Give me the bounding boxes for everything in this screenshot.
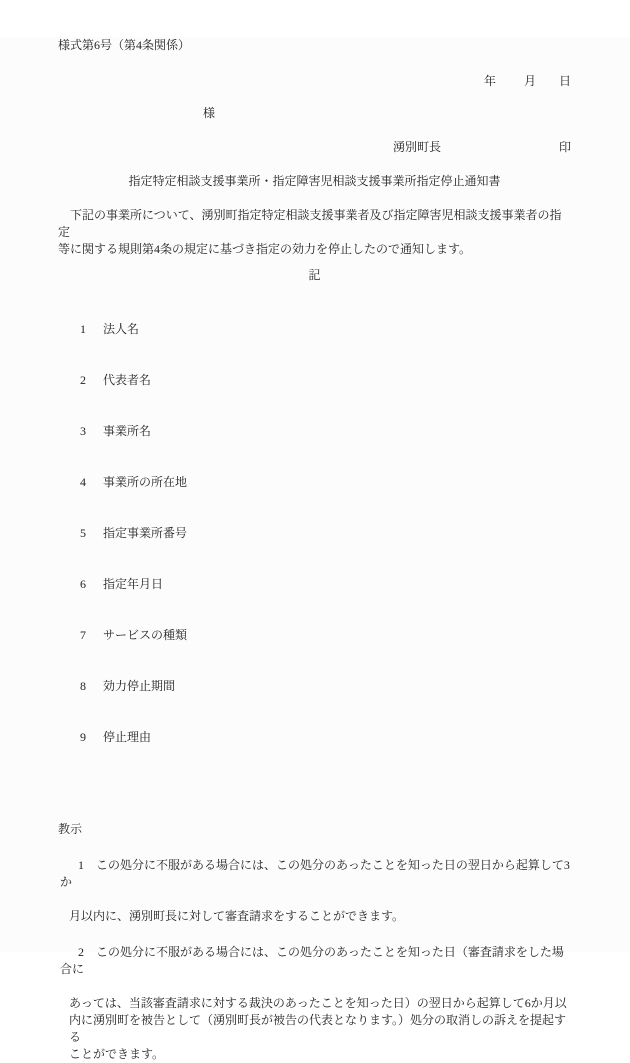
guidance-heading: 教示: [58, 822, 83, 836]
record-heading: 記: [308, 268, 321, 282]
guidance-item-text: この処分に不服がある場合には、この処分のあったことを知った日（審査請求をした場合に: [60, 945, 564, 976]
record-item: [58, 355, 571, 406]
record-item-label: 代表者名: [103, 373, 152, 387]
record-item: [58, 508, 571, 559]
record-item-number: 4: [80, 475, 86, 489]
record-item-label: 指定年月日: [103, 577, 164, 591]
guidance-item-text: 月以内に、湧別町長に対して審査請求をすることができます。: [69, 909, 405, 923]
form-number: 様式第6号（第4条関係）: [58, 38, 191, 52]
guidance-item: [58, 840, 571, 908]
record-item-label: 停止理由: [103, 730, 152, 744]
record-item-label: 事業所の所在地: [103, 475, 188, 489]
body-line: 下記の事業所について、湧別町指定特定相談支援事業者及び指定障害児相談支援事業者の指定: [58, 208, 562, 239]
document-title: 指定特定相談支援事業所・指定障害児相談支援事業所指定停止通知書: [128, 174, 501, 188]
record-item-number: 7: [80, 628, 86, 642]
body-line: 等に関する規則第4条の規定に基づき指定の効力を停止したので通知します。: [58, 242, 472, 256]
record-item: [58, 712, 571, 763]
record-item-number: 5: [80, 526, 86, 540]
guidance-item-number: 1: [78, 858, 84, 872]
body-paragraph: [58, 207, 571, 258]
guidance-item-number: 2: [78, 945, 84, 959]
record-item: [58, 559, 571, 610]
record-item-label: 法人名: [103, 322, 140, 336]
record-item-number: 6: [80, 577, 86, 591]
document-page: [0, 37, 630, 1061]
guidance-item-text: この処分に不服がある場合には、この処分のあったことを知った日の翌日から起算して3か: [60, 858, 570, 889]
record-item-number: 3: [80, 424, 86, 438]
record-item-number: 8: [80, 679, 86, 693]
record-list: [58, 304, 571, 763]
record-item-label: 事業所名: [103, 424, 152, 438]
record-item-label: サービスの種類: [103, 628, 188, 642]
guidance-item-text: 内に湧別町を被告として（湧別町長が被告の代表となります。）処分の取消しの訴えを提起する: [69, 1013, 567, 1044]
guidance-item-text: あっては、当該審査請求に対する裁決のあったことを知った日）の翌日から起算して6か月以: [69, 996, 567, 1010]
date-month-label: 月: [523, 74, 536, 88]
issuer-name: 湧別町長: [393, 140, 442, 154]
record-item-number: 1: [80, 322, 86, 336]
date-line: [58, 73, 571, 90]
record-item: [58, 610, 571, 661]
record-item-number: 9: [80, 730, 86, 744]
addressee-suffix: 様: [203, 106, 216, 120]
date-year-label: 年: [483, 74, 496, 88]
guidance-section: [58, 821, 571, 1063]
date-day-label: 日: [558, 74, 571, 88]
seal-label: 印: [558, 140, 571, 154]
guidance-item: [58, 927, 571, 995]
record-item-number: 2: [80, 373, 86, 387]
record-item: [58, 304, 571, 355]
record-item: [58, 457, 571, 508]
issuer-line: [58, 139, 571, 156]
record-item: [58, 661, 571, 712]
guidance-item-text: ことができます。: [69, 1047, 165, 1061]
record-item-label: 効力停止期間: [103, 679, 176, 693]
record-item: [58, 406, 571, 457]
record-item-label: 指定事業所番号: [103, 526, 188, 540]
